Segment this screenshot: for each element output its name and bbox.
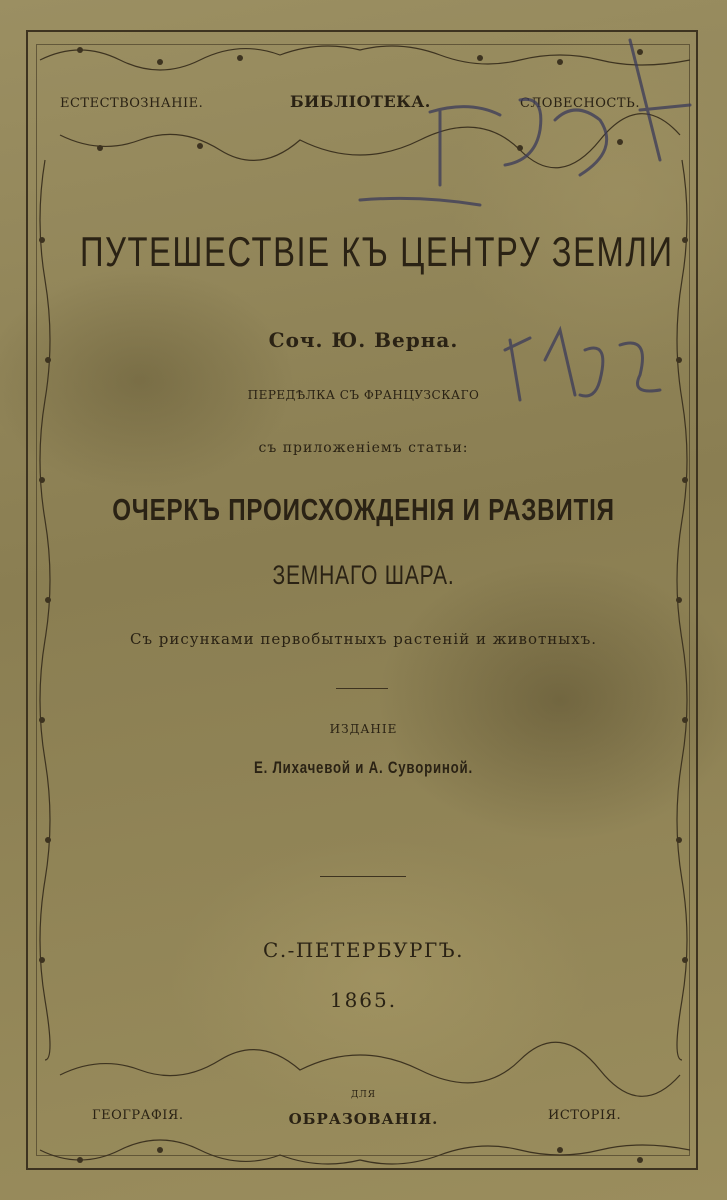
footer-center-small: ДЛЯ xyxy=(350,1090,377,1100)
edition-label: ИЗДАНІЕ xyxy=(329,722,398,736)
city-label: С.-ПЕТЕРБУРГЪ. xyxy=(263,938,464,962)
footer-left-label: ГЕОГРАФІЯ. xyxy=(92,1108,184,1123)
author-line: Соч. Ю. Верна. xyxy=(268,328,459,352)
header-right-label: СЛОВЕСНОСТЬ. xyxy=(520,96,640,111)
header-left-label: ЕСТЕСТВОЗНАНІЕ. xyxy=(60,96,204,111)
publishers-line: Е. Лихачевой и А. Сувориной. xyxy=(254,758,473,777)
essay-title-line-2: ЗЕМНАГО ШАРА. xyxy=(272,560,455,590)
header-center-label: БИБЛІОТЕКА. xyxy=(290,92,431,111)
footer-right-label: ИСТОРІЯ. xyxy=(548,1108,622,1123)
book-title: ПУТЕШЕСТВІЕ КЪ ЦЕНТРУ ЗЕМЛИ xyxy=(79,228,674,275)
adaptation-line: ПЕРЕДѢЛКА СЪ ФРАНЦУЗСКАГО xyxy=(247,388,480,402)
illustrations-line: Съ рисунками первобытныхъ растеній и животныхъ. xyxy=(129,630,597,648)
footer-center-label: ОБРАЗОВАНІЯ. xyxy=(288,1110,439,1128)
year-label: 1865. xyxy=(329,988,398,1012)
appendix-intro: съ приложеніемъ статьи: xyxy=(258,440,469,456)
essay-title-line-1: ОЧЕРКЪ ПРОИСХОЖДЕНІЯ И РАЗВИТІЯ xyxy=(112,492,615,527)
